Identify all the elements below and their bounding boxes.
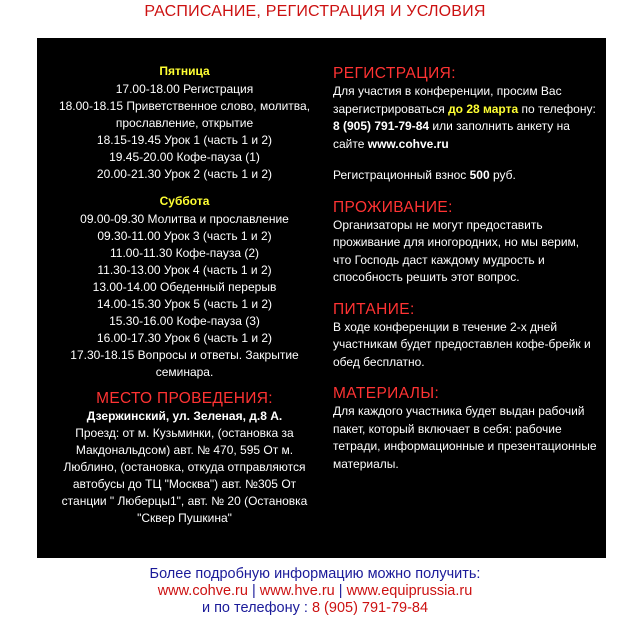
footer-link-hve[interactable]: www.hve.ru: [259, 583, 335, 599]
fee-value: 500: [469, 168, 490, 182]
registration-heading: РЕГИСТРАЦИЯ:: [333, 65, 456, 82]
venue-address: Дзержинский, ул. Зеленая, д.8 А.: [86, 409, 283, 423]
schedule-line: 11.30-13.00 Урок 4 (часть 1 и 2): [97, 263, 272, 277]
schedule-line: 09.00-09.30 Молитва и прославление: [80, 212, 289, 226]
registration-section: [333, 65, 599, 185]
fee-label: Регистрационный взнос: [333, 168, 470, 182]
accommodation-text: Организаторы не могут предоставить проживание для иногородних, но мы верим, что Господь даст каждому мудрость и способность решить этот вопрос.: [333, 217, 580, 284]
schedule-column: [47, 63, 322, 527]
footer-intro: Более подробную информацию можно получить:: [149, 566, 481, 582]
registration-text-part: или заполнить анкету на сайте: [333, 119, 570, 151]
meals-section: [333, 301, 599, 372]
accommodation-heading: ПРОЖИВАНИЕ:: [333, 198, 453, 216]
registration-text-part: Для участия в конференции, просим Вас зарегистрироваться: [333, 84, 562, 116]
footer-phone: 8 (905) 791-79-84: [311, 600, 429, 616]
schedule-line: 14.00-15.30 Урок 5 (часть 1 и 2): [96, 297, 273, 311]
schedule-line: 18.00-18.15 Приветственное слово, молитва,: [58, 99, 311, 113]
footer-phone-label: и по телефону :: [201, 600, 312, 616]
schedule-line: 09.30-11.00 Урок 3 (часть 1 и 2): [97, 229, 272, 243]
schedule-line: 19.45-20.00 Кофе-пауза (1): [109, 150, 260, 164]
footer: [0, 566, 630, 617]
schedule-line: 11.00-11.30 Кофе-пауза (2): [109, 246, 260, 260]
schedule-line: 17.00-18.00 Регистрация: [115, 82, 254, 96]
venue-direction-line: Люблино, (остановка, откуда отправляются: [63, 460, 306, 474]
venue-direction-line: "Сквер Пушкина": [137, 511, 232, 525]
footer-phone-line: [0, 600, 630, 617]
venue-direction-line: Макдональдсом) авт. № 470, 595 От м.: [75, 443, 294, 457]
registration-site-link[interactable]: www.cohve.ru: [367, 136, 449, 151]
materials-section: [333, 385, 599, 473]
footer-links: [0, 583, 630, 600]
schedule-line: 13.00-14.00 Обеденный перерыв: [92, 280, 277, 294]
registration-text: [333, 83, 599, 153]
registration-text-part: по телефону:: [518, 101, 596, 116]
venue-direction-line: автобусы до ТЦ "Москва") авт. №305 От: [72, 477, 297, 491]
schedule-line: 16.00-17.30 Урок 6 (часть 1 и 2): [96, 331, 273, 345]
day-label-saturday: Суббота: [159, 194, 210, 208]
meals-heading: ПИТАНИЕ:: [333, 300, 415, 318]
schedule-line: 17.30-18.15 Вопросы и ответы. Закрытие: [70, 348, 299, 362]
venue-directions: [47, 425, 322, 527]
info-panel: [37, 38, 606, 558]
page-title: РАСПИСАНИЕ, РЕГИСТРАЦИЯ И УСЛОВИЯ: [144, 3, 486, 20]
day-label-friday: Пятница: [159, 64, 210, 78]
footer-link-equiprussia[interactable]: www.equiprussia.ru: [346, 583, 473, 599]
venue-direction-line: Проезд: от м. Кузьминки, (остановка за: [75, 426, 294, 440]
registration-phone: 8 (905) 791-79-84: [333, 119, 430, 133]
schedule-line: 18.15-19.45 Урок 1 (часть 1 и 2): [96, 133, 273, 147]
footer-separator: |: [334, 583, 347, 599]
saturday-schedule: [47, 211, 322, 381]
conditions-column: [333, 65, 599, 487]
schedule-line: 20.00-21.30 Урок 2 (часть 1 и 2): [96, 167, 273, 181]
friday-schedule: [47, 81, 322, 183]
accommodation-section: [333, 199, 599, 287]
materials-heading: МАТЕРИАЛЫ:: [333, 385, 440, 402]
footer-link-cohve[interactable]: www.cohve.ru: [157, 583, 248, 599]
materials-text: Для каждого участника будет выдан рабочий пакет, который включает в себя: рабочие тетради, информационные и презентационные материалы.: [333, 404, 597, 471]
venue-direction-line: станции " Люберцы1", авт. № 20 (Остановка: [61, 494, 308, 508]
schedule-line: прославление, открытие: [115, 116, 254, 130]
fee-unit: руб.: [489, 168, 516, 182]
registration-deadline: до 28 марта: [448, 101, 519, 116]
venue-heading: МЕСТО ПРОВЕДЕНИЯ:: [96, 390, 273, 407]
meals-text: В ходе конференции в течение 2-х дней участникам будет предоставлен кофе-брейк и обед бесплатно.: [333, 319, 591, 369]
schedule-line: семинара.: [155, 365, 214, 379]
footer-separator: |: [247, 583, 260, 599]
schedule-line: 15.30-16.00 Кофе-пауза (3): [109, 314, 260, 328]
registration-fee: [333, 167, 599, 185]
